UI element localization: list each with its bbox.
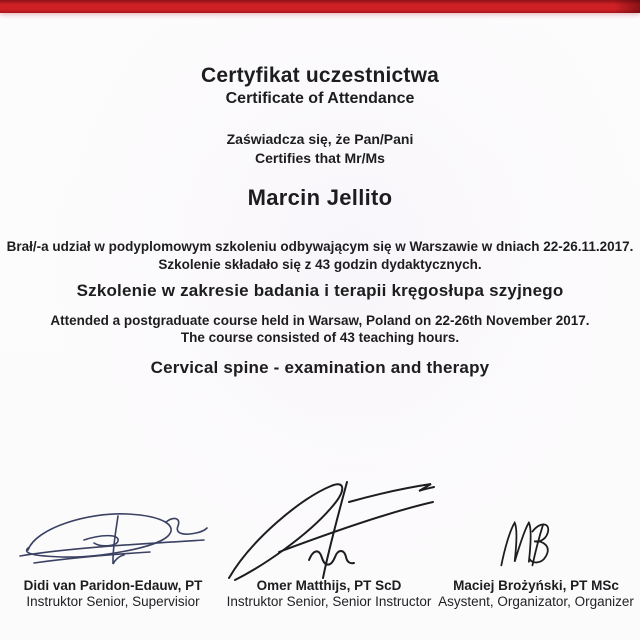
attendee-name: Marcin Jellito [247,185,393,210]
signature-scribble-icon [18,504,208,574]
signatory-role: Instruktor Senior, Senior Instructor [226,594,432,609]
signatory-role: Asystent, Organizator, Organizer [438,594,634,609]
certifies-line-en: Certifies that Mr/Ms [255,150,385,166]
signature-scribble-icon [496,516,576,572]
course-description-en-line1: Attended a postgraduate course held in Warsaw, Poland on 22-26th November 2017. [50,313,590,328]
signatory-block-didi [0,460,226,610]
certificate-title-en: Certificate of Attendance [225,90,415,107]
course-description-pl-line2: Szkolenie składało się z 43 godzin dydaktycznych. [158,257,482,272]
signature-scribble-icon [223,478,435,584]
signatory-name: Didi van Paridon-Edauw, PT [23,578,203,593]
signatory-block-omer [226,460,432,610]
certificate-title-pl: Certyfikat uczestnictwa [200,64,439,87]
course-title-en: Cervical spine - examination and therapy [150,358,490,377]
red-accent-bar [0,0,640,13]
course-description-pl-line1: Brał/-a udział w podyplomowym szkoleniu odbywającym się w Warszawie w dniach 22-26.11.2017. [6,239,634,254]
signatory-name: Maciej Brożyński, PT MSc [453,578,619,593]
course-description-en-line2: The course consisted of 43 teaching hours. [180,330,460,345]
signatory-name: Omer Matthijs, PT ScD [256,578,402,593]
signatory-block-maciej [432,460,640,610]
signatures-row [0,460,640,610]
course-title-pl: Szkolenie w zakresie badania i terapii kręgosłupa szyjnego [76,281,564,300]
signatory-role: Instruktor Senior, Supervisior [26,594,200,609]
certifies-line-pl: Zaświadcza się, że Pan/Pani [226,131,414,147]
